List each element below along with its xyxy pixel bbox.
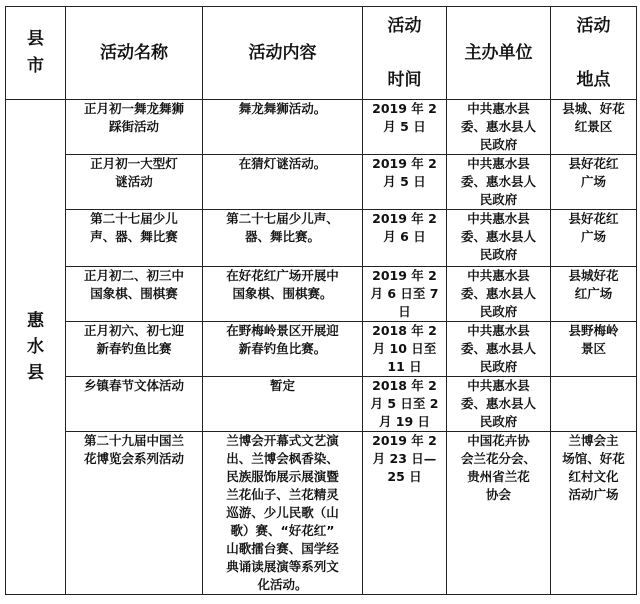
header-activity-content: 活动内容 [203, 7, 363, 100]
table-row [6, 210, 637, 267]
organizer: 中共惠水县 委、惠水县人 民政府 [447, 210, 551, 267]
activity-name: 第二十九届中国兰 花博览会系列活动 [66, 432, 203, 595]
header-county: 县 市 [6, 7, 66, 100]
organizer: 中国花卉协 会兰花分会、 贵州省兰花 协会 [447, 432, 551, 595]
activity-time: 2019 年 2 月 6 日 [363, 210, 447, 267]
activity-place: 县好花红 广场 [551, 210, 637, 267]
table-row [6, 155, 637, 210]
table-row [6, 432, 637, 595]
table-row [6, 267, 637, 322]
activity-place: 县好花红 广场 [551, 155, 637, 210]
county-cell: 惠 水 县 [6, 100, 66, 595]
header-activity-place: 活动 地点 [551, 7, 637, 100]
activity-content: 舞龙舞狮活动。 [203, 100, 363, 155]
activity-place: 兰博会主 场馆、好花 红村文化 活动广场 [551, 432, 637, 595]
header-organizer: 主办单位 [447, 7, 551, 100]
activity-name: 正月初一大型灯 谜活动 [66, 155, 203, 210]
activity-content: 在好花红广场开展中 国象棋、围棋赛。 [203, 267, 363, 322]
activity-name: 正月初二、初三中 国象棋、围棋赛 [66, 267, 203, 322]
activity-place: 县城、好花 红景区 [551, 100, 637, 155]
activity-time: 2019 年 2 月 5 日 [363, 100, 447, 155]
table-row [6, 322, 637, 377]
activity-content: 兰博会开幕式文艺演 出、兰博会枫香染、 民族服饰展示展演暨 兰花仙子、兰花精灵 巡游、少儿民歌（山 歌）赛、“好花红” 山歌擂台赛、国学经 典诵读展演等系列文 化活动。 [203, 432, 363, 595]
header-row [6, 7, 637, 100]
organizer: 中共惠水县 委、惠水县人 民政府 [447, 267, 551, 322]
activity-name: 正月初一舞龙舞狮 踩街活动 [66, 100, 203, 155]
table-row [6, 377, 637, 432]
activity-time: 2019 年 2 月 23 日— 25 日 [363, 432, 447, 595]
organizer: 中共惠水县 委、惠水县人 民政府 [447, 155, 551, 210]
activity-content: 暂定 [203, 377, 363, 432]
activity-name: 第二十七届少儿 声、器、舞比赛 [66, 210, 203, 267]
header-activity-name: 活动名称 [66, 7, 203, 100]
activity-time: 2019 年 2 月 6 日至 7 日 [363, 267, 447, 322]
activity-time: 2019 年 2 月 5 日 [363, 155, 447, 210]
activity-time: 2018 年 2 月 10 日至 11 日 [363, 322, 447, 377]
header-activity-time: 活动 时间 [363, 7, 447, 100]
activity-place [551, 377, 637, 432]
organizer: 中共惠水县 委、惠水县人 民政府 [447, 100, 551, 155]
organizer: 中共惠水县 委、惠水县人 民政府 [447, 322, 551, 377]
activity-name: 乡镇春节文体活动 [66, 377, 203, 432]
activity-place: 县野梅岭 景区 [551, 322, 637, 377]
activity-place: 县城好花 红广场 [551, 267, 637, 322]
activity-content: 在野梅岭景区开展迎 新春钓鱼比赛。 [203, 322, 363, 377]
organizer: 中共惠水县 委、惠水县人 民政府 [447, 377, 551, 432]
activity-time: 2018 年 2 月 5 日至 2 月 19 日 [363, 377, 447, 432]
table-row [6, 100, 637, 155]
activity-table [5, 6, 637, 595]
activity-content: 在猜灯谜活动。 [203, 155, 363, 210]
activity-name: 正月初六、初七迎 新春钓鱼比赛 [66, 322, 203, 377]
activity-content: 第二十七届少儿声、 器、舞比赛。 [203, 210, 363, 267]
